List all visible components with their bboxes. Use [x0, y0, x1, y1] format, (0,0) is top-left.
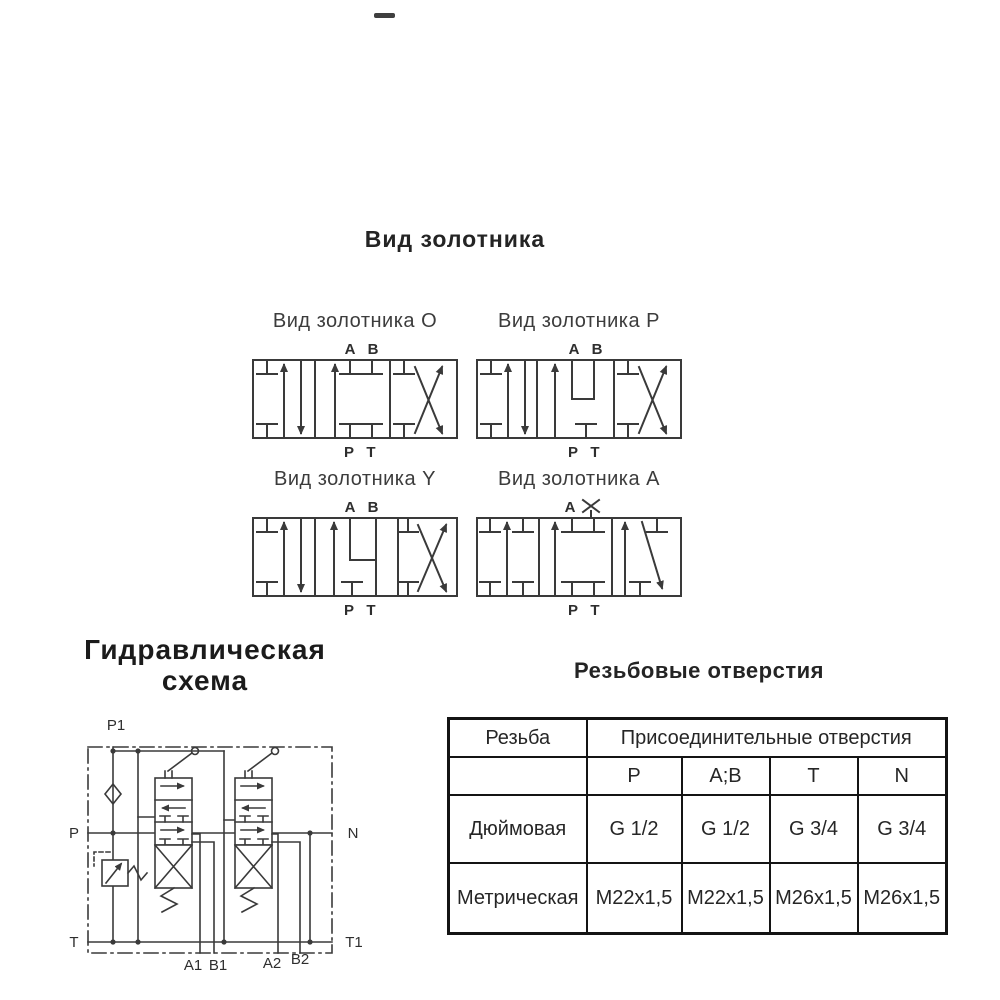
port-label-p: P: [567, 444, 579, 460]
valve-caption-o: Вид золотника О: [272, 310, 438, 332]
scheme-label-a1: A1: [183, 957, 203, 974]
scheme-label-p1: P1: [106, 717, 126, 734]
scheme-label-t1: T1: [345, 934, 363, 951]
hydraulic-scheme-diagram: [58, 702, 378, 994]
spring-icon: [241, 888, 257, 912]
hydraulic-section-title: [25, 634, 385, 696]
row-name-inch: Дюймовая: [449, 795, 587, 863]
valve-caption-y: Вид золотника Y: [273, 468, 437, 490]
port-label-a: A: [344, 341, 356, 358]
valve-symbol-p: [474, 338, 684, 460]
port-label-a: A: [564, 499, 576, 516]
inch-value-t: G 3/4: [770, 795, 858, 863]
top-dash-mark: [374, 13, 395, 18]
junction-dots: [110, 748, 312, 944]
scheme-label-t: T: [69, 934, 79, 951]
inch-value-p: G 1/2: [587, 795, 682, 863]
port-label-b: B: [591, 341, 603, 358]
port-label-p: P: [567, 602, 579, 618]
valve-body-boundary: [88, 747, 332, 953]
valve-caption-a: Вид золотника А: [497, 468, 661, 490]
hydraulic-title-line1: Гидравлическая: [84, 634, 326, 665]
threads-section-title: Резьбовые отверстия: [574, 658, 824, 683]
metric-value-t: M26x1,5: [770, 863, 858, 934]
metric-value-ab: M22x1,5: [682, 863, 770, 934]
threads-empty-cell: [449, 757, 587, 795]
port-column-t: T: [770, 757, 858, 795]
port-column-p: P: [587, 757, 682, 795]
port-label-b: B: [367, 499, 379, 516]
lever-icon: [165, 748, 199, 779]
lever-icon: [245, 748, 279, 779]
hydraulic-title-line2: схема: [161, 665, 249, 696]
port-label-a: A: [568, 341, 580, 358]
scheme-label-b2: B2: [290, 951, 310, 968]
port-label-t: T: [590, 444, 600, 460]
port-label-b: B: [367, 341, 379, 358]
inch-value-n: G 3/4: [858, 795, 947, 863]
table-header-row: [449, 719, 947, 758]
scheme-label-a2: A2: [262, 955, 282, 972]
scheme-label-b1: B1: [208, 957, 228, 974]
port-column-ab: A;B: [682, 757, 770, 795]
port-label-t: T: [366, 444, 376, 460]
metric-value-p: M22x1,5: [587, 863, 682, 934]
port-label-p: P: [343, 602, 355, 618]
spools-section-title: Вид золотника: [364, 226, 546, 252]
table-row-metric: [449, 863, 947, 934]
table-port-columns-row: [449, 757, 947, 795]
valve-symbol-o: [250, 338, 460, 460]
relief-valve-icon: [94, 852, 147, 886]
spool-section-2: [235, 748, 300, 954]
port-column-n: N: [858, 757, 947, 795]
port-label-t: T: [366, 602, 376, 618]
spring-icon: [161, 888, 177, 912]
valve-caption-p: Вид золотника Р: [497, 310, 661, 332]
row-name-metric: Метрическая: [449, 863, 587, 934]
valve-symbol-y: [250, 496, 460, 618]
threads-col-header: Резьба: [449, 719, 587, 758]
port-label-p: P: [343, 444, 355, 460]
threads-group-header: Присоединительные отверстия: [587, 719, 947, 758]
scheme-label-n: N: [347, 825, 359, 842]
plugged-port-b-icon: [583, 500, 599, 518]
port-label-a: A: [344, 499, 356, 516]
threads-table: [447, 717, 948, 935]
valve-symbol-a: [474, 496, 684, 618]
table-row-inch: [449, 795, 947, 863]
scheme-label-p: P: [68, 825, 80, 842]
spool-section-1: [155, 748, 214, 954]
metric-value-n: M26x1,5: [858, 863, 947, 934]
port-label-t: T: [590, 602, 600, 618]
inch-value-ab: G 1/2: [682, 795, 770, 863]
